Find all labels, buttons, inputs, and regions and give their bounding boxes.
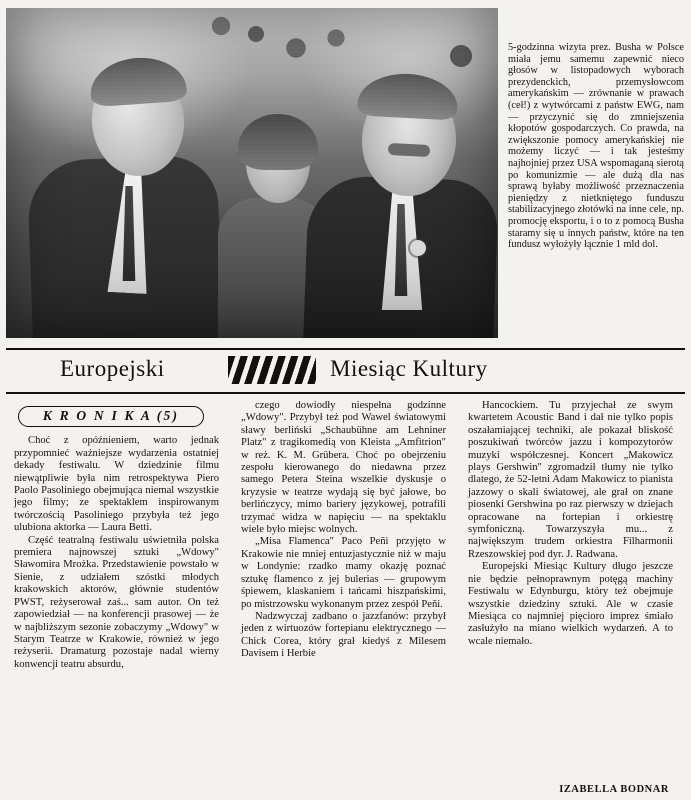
article-columns bbox=[6, 400, 685, 795]
paragraph: Hancockiem. Tu przyjechał ze swym kwartetem Acoustic Band i dał nie tylko popis oszałamiającej techniki, ale pokazał bliskość poszukiwań twórców jazzu i kompozytorów muzyki współczesnej. Koncert „Makowicz plays Gershwin" zgromadził tłumy nie tylko dlatego, że 52-letni Adam Makowicz to pianista jazzowy o skali światowej, ale grał on znane piosenki Gershwina po raz pierwszy w dziejach opracowane na fortepian i orkiestrę symfoniczną. Towarzyszyła mu... z największym trudem orkiestra Filharmonii Rzeszowskiej pod dyr. J. Radwana. bbox=[468, 400, 673, 560]
article-column-3-inner bbox=[468, 400, 673, 795]
masthead-title-right: Miesiąc Kultury bbox=[330, 356, 488, 381]
photo-vignette bbox=[6, 8, 498, 338]
kronika-badge: K R O N I K A (5) bbox=[18, 406, 204, 427]
paragraph: Europejski Miesiąc Kultury długo jeszcze nie będzie pełnoprawnym potęgą machiny Festiwalu w Edynburgu, który też obejmuje wszystkie dziedziny sztuki. Ale w czasie Miesiąca co najmniej pięcioro imprez śmiało zasłużyło na miano wielkich wydarzeń. A to wcale niemało. bbox=[468, 561, 673, 647]
masthead-rule-bottom bbox=[6, 392, 685, 394]
masthead-rule-top bbox=[6, 348, 685, 350]
lead-paragraph: 5-godzinna wizyta prez. Busha w Polsce miała jemu samemu zapewnić nieco głosów w listopadowych wyborach prezydenckich, przemysłowcom amerykańskim — zrównanie w prawach (ceł!) z wytwórcami z państw EWG, nam — przyczynić się do zmniejszenia kłopotów gospodarczych. Co prawda, na zwiększonie pomocy amerykańskiej nie możemy liczyć — i tak jesteśmy najhojniej przez USA wspomaganą sierotą po komunizmie — ale dużą dla nas sprawą byłaby możliwość przeznaczenia pieniędzy z nietkniętego funduszu stabilizacyjnego złotówki na inne cele, np. promocję eksportu, i o to z pomocą Busha staramy się u innych państw, które na ten fundusz wyłożyły łącznie 1 mld dol. bbox=[508, 42, 684, 251]
top-section bbox=[0, 0, 691, 345]
masthead-title-left: Europejski bbox=[60, 356, 165, 381]
paragraph: Nadzwyczaj zadbano o jazzfanów: przybył jeden z wirtuozów fortepianu elektrycznego — Chick Corea, który grał kiedyś z Milesem Davisem i Herbie bbox=[241, 610, 446, 660]
paragraph: czego dowiodły niespełna godzinne „Wdowy". Przybył też pod Wawel światowymi sławy berliński „Schaubühne am Lehniner Platz" z tragikomedią von Kleista „Amfitrion" w reż. K. M. Grübera. Choć po obejrzeniu zespołu kierowanego do niedawna przez samego Petera Steina wszelkie dyskusje o kryzysie w teatrze wydają się być jałowe, bo berlińczycy, mimo bariery językowej, potrafili trzymać widza w napięciu — na spektaklu wiele było miejsc wolnych. bbox=[241, 400, 446, 536]
article-byline: IZABELLA BODNAR bbox=[559, 783, 669, 795]
paragraph: „Misa Flamenca" Paco Peñi przyjęto w Krakowie nie mniej entuzjastycznie niż w maju w Londynie: rzadko mamy okazję poznać sztukę flamenco z jej bulerias — grupowym śpiewem, klaskaniem i tańcami hiszpańskimi, po mistrzowsku wykonanym przez zespół Peñi. bbox=[241, 536, 446, 610]
article-column-2 bbox=[241, 400, 446, 661]
article-column-1 bbox=[14, 400, 219, 671]
press-photo bbox=[6, 8, 498, 338]
paragraph: Choć z opóźnieniem, warto jednak przypomnieć ważniejsze wydarzenia ostatniej dekady festiwalu. W dziedzinie filmu niewątpliwie była nim retrospektywa Piero Paolo Pasoliniego obejmująca niemal wszystkie jego filmy; ze spektaklem inspirowanym twórczością Pasoliniego przybyła też jego ulubiona aktorka — Laura Betti. bbox=[14, 435, 219, 534]
diagonal-stripes-ornament-icon bbox=[228, 356, 316, 384]
article-column-3 bbox=[468, 400, 673, 795]
section-masthead bbox=[0, 348, 691, 394]
paragraph: Część teatralną festiwalu uświetniła polska premiera najnowszej sztuki „Wdowy" Sławomira Mrożka. Przedstawienie powstało w Sienie, z udziałem szóstki młodych krakowskich aktorów, głównie studentów PWST, reżyserował zaś... sam autor. On też zapowiedział — na konferencji prasowej — że w najbliższym sezonie zobaczymy „Wdowy" w Starym Teatrze w Krakowie, również w jego reżyserii. Dramaturg pozostaje nadal wierny konwencji teatru absurdu, bbox=[14, 534, 219, 670]
